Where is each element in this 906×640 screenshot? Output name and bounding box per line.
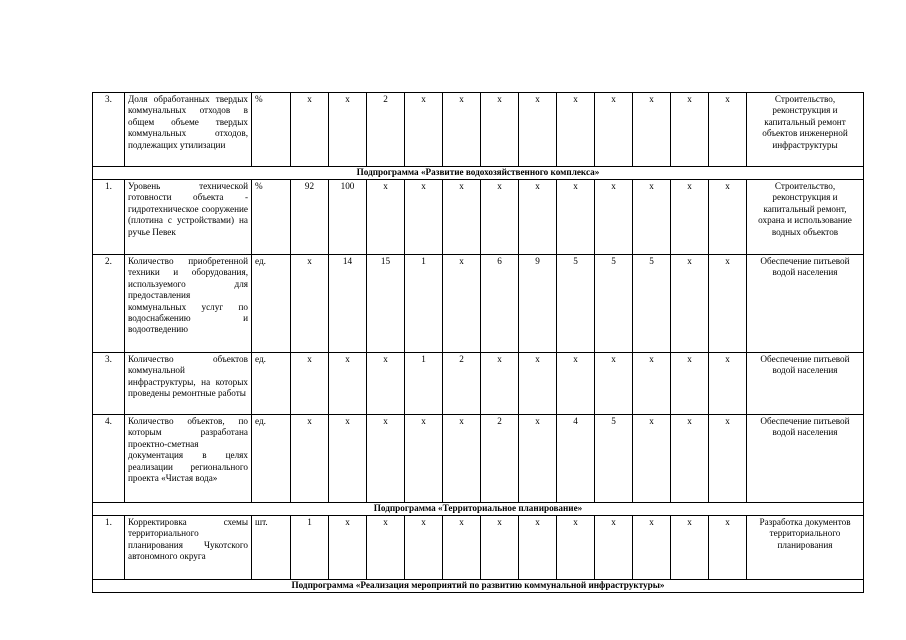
unit-cell: % — [252, 180, 291, 255]
value-cell: 9 — [519, 255, 557, 353]
value-cell: x — [405, 415, 443, 503]
value-cell: x — [557, 93, 595, 167]
unit-cell: ед. — [252, 255, 291, 353]
value-cell: x — [405, 93, 443, 167]
row-number: 2. — [93, 255, 125, 353]
value-cell: x — [367, 516, 405, 580]
table-row — [93, 516, 864, 580]
unit-cell: ед. — [252, 353, 291, 415]
value-cell: 15 — [367, 255, 405, 353]
value-cell: x — [443, 93, 481, 167]
value-cell: x — [633, 353, 671, 415]
subprogram-title: Подпрограмма «Развитие водохозяйственного комплекса» — [93, 167, 864, 180]
value-cell: x — [443, 415, 481, 503]
value-cell: x — [329, 415, 367, 503]
value-cell: x — [709, 255, 747, 353]
subprogram-row — [93, 503, 864, 516]
row-number: 3. — [93, 93, 125, 167]
value-cell: x — [671, 415, 709, 503]
value-cell: 1 — [405, 255, 443, 353]
value-cell: x — [367, 415, 405, 503]
value-cell: x — [519, 353, 557, 415]
value-cell: 92 — [291, 180, 329, 255]
value-cell: x — [443, 255, 481, 353]
note-cell: Обеспечение питьевой водой населения — [747, 255, 864, 353]
value-cell: 100 — [329, 180, 367, 255]
value-cell: x — [709, 180, 747, 255]
value-cell: x — [557, 516, 595, 580]
subprogram-title: Подпрограмма «Реализация мероприятий по развитию коммунальной инфраструктуры» — [93, 580, 864, 593]
unit-cell: шт. — [252, 516, 291, 580]
subprogram-title: Подпрограмма «Территориальное планирование» — [93, 503, 864, 516]
subprogram-row — [93, 167, 864, 180]
value-cell: x — [329, 353, 367, 415]
value-cell: x — [291, 353, 329, 415]
unit-cell: % — [252, 93, 291, 167]
value-cell: x — [519, 516, 557, 580]
value-cell: x — [633, 93, 671, 167]
value-cell: x — [519, 180, 557, 255]
indicator-name: Доля обработанных твердых коммунальных отходов в общем объеме твердых коммунальных отходов, подлежащих утилизации — [125, 93, 252, 167]
value-cell: x — [405, 180, 443, 255]
value-cell: x — [709, 516, 747, 580]
value-cell: 4 — [557, 415, 595, 503]
value-cell: x — [443, 180, 481, 255]
value-cell: 1 — [291, 516, 329, 580]
value-cell: x — [291, 415, 329, 503]
value-cell: x — [633, 180, 671, 255]
subprogram-row — [93, 580, 864, 593]
value-cell: x — [519, 93, 557, 167]
indicators-table — [92, 92, 864, 593]
row-number: 1. — [93, 180, 125, 255]
value-cell: 5 — [595, 415, 633, 503]
value-cell: 2 — [443, 353, 481, 415]
value-cell: x — [367, 353, 405, 415]
value-cell: 6 — [481, 255, 519, 353]
value-cell: 5 — [595, 255, 633, 353]
value-cell: x — [633, 415, 671, 503]
unit-cell: ед. — [252, 415, 291, 503]
value-cell: 2 — [367, 93, 405, 167]
value-cell: x — [519, 415, 557, 503]
value-cell: x — [557, 180, 595, 255]
row-number: 3. — [93, 353, 125, 415]
value-cell: x — [557, 353, 595, 415]
indicator-name: Корректировка схемы территориального планирования Чукотского автономного округа — [125, 516, 252, 580]
table-body — [93, 93, 864, 593]
value-cell: 1 — [405, 353, 443, 415]
value-cell: x — [671, 353, 709, 415]
value-cell: x — [595, 180, 633, 255]
value-cell: x — [481, 353, 519, 415]
indicators-table-page — [92, 92, 864, 593]
indicator-name: Количество объектов коммунальной инфраструктуры, на которых проведены ремонтные работы — [125, 353, 252, 415]
value-cell: x — [671, 255, 709, 353]
value-cell: x — [671, 180, 709, 255]
note-cell: Обеспечение питьевой водой населения — [747, 353, 864, 415]
value-cell: 2 — [481, 415, 519, 503]
value-cell: x — [329, 93, 367, 167]
value-cell: x — [595, 353, 633, 415]
value-cell: x — [443, 516, 481, 580]
value-cell: x — [671, 516, 709, 580]
table-row — [93, 93, 864, 167]
note-cell: Разработка документов территориального планирования — [747, 516, 864, 580]
indicator-name: Количество приобретенной техники и оборудования, используемого для предоставления коммунальных услуг по водоснабжению и водоотведению — [125, 255, 252, 353]
note-cell: Строительство, реконструкция и капитальный ремонт объектов инженерной инфраструктуры — [747, 93, 864, 167]
value-cell: 14 — [329, 255, 367, 353]
table-row — [93, 180, 864, 255]
value-cell: 5 — [557, 255, 595, 353]
value-cell: x — [481, 516, 519, 580]
value-cell: x — [595, 516, 633, 580]
value-cell: x — [709, 93, 747, 167]
value-cell: x — [291, 93, 329, 167]
table-row — [93, 353, 864, 415]
value-cell: x — [481, 93, 519, 167]
table-row — [93, 255, 864, 353]
value-cell: x — [291, 255, 329, 353]
value-cell: x — [633, 516, 671, 580]
value-cell: x — [709, 415, 747, 503]
table-row — [93, 415, 864, 503]
value-cell: x — [481, 180, 519, 255]
value-cell: x — [709, 353, 747, 415]
row-number: 4. — [93, 415, 125, 503]
value-cell: x — [329, 516, 367, 580]
value-cell: x — [405, 516, 443, 580]
indicator-name: Уровень технической готовности объекта - гидротехническое сооружение (плотина с устройствами) на ручье Певек — [125, 180, 252, 255]
value-cell: x — [595, 93, 633, 167]
value-cell: 5 — [633, 255, 671, 353]
value-cell: x — [367, 180, 405, 255]
row-number: 1. — [93, 516, 125, 580]
indicator-name: Количество объектов, по которым разработана проектно-сметная документация в целях реализации регионального проекта «Чистая вода» — [125, 415, 252, 503]
note-cell: Строительство, реконструкция и капитальный ремонт, охрана и использование водных объектов — [747, 180, 864, 255]
note-cell: Обеспечение питьевой водой населения — [747, 415, 864, 503]
value-cell: x — [671, 93, 709, 167]
